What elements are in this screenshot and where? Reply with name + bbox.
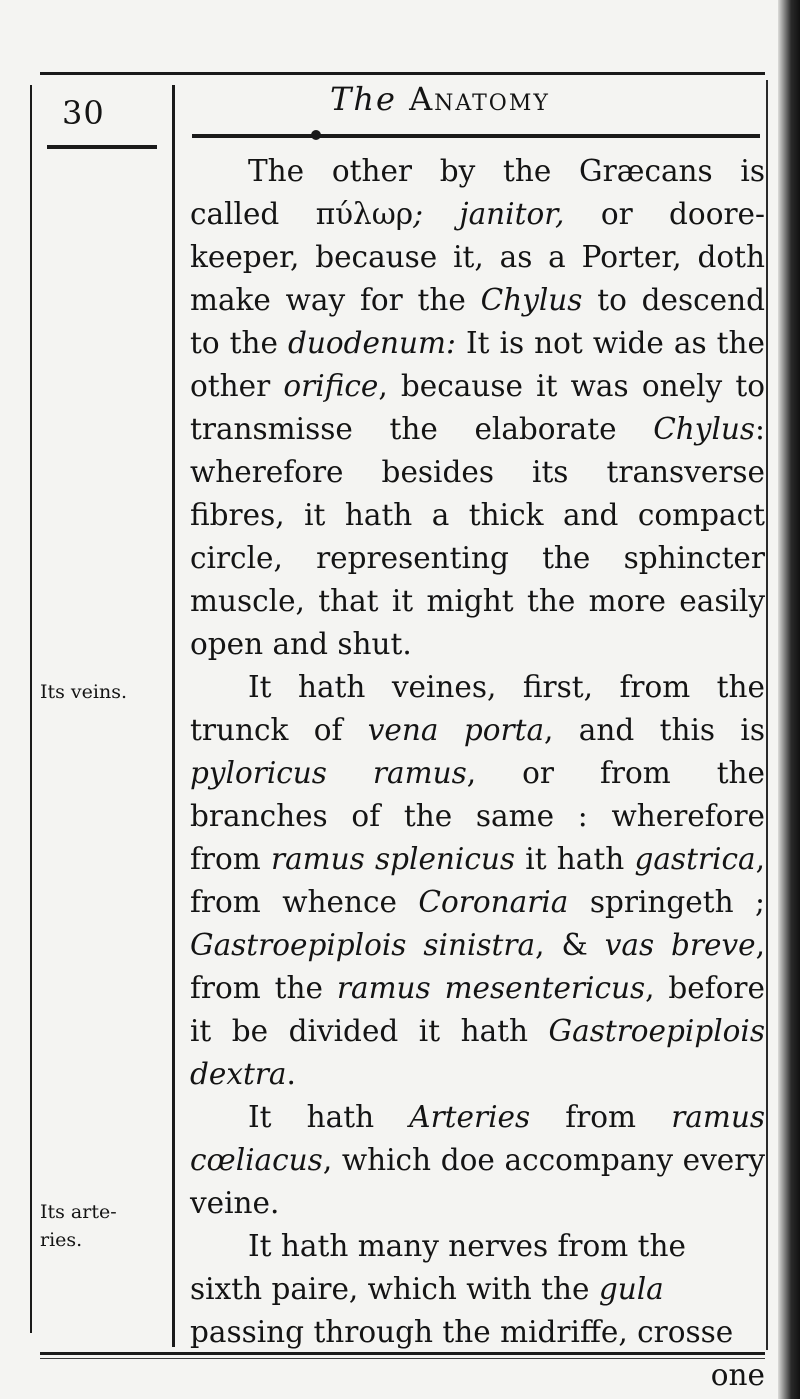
text-run: It hath many nerves from the sixth paire, which with the <box>190 1229 686 1306</box>
italic-run: gastrica <box>634 842 756 876</box>
italic-run: vas breve <box>604 928 756 962</box>
italic-run: vena porta <box>367 713 545 747</box>
frame-rule-right <box>766 80 768 1350</box>
body-text <box>190 150 765 1397</box>
italic-run: ramus mesentericus <box>336 971 646 1005</box>
italic-run: duodenum: <box>288 326 456 360</box>
italic-run: Chylus <box>653 412 756 446</box>
text-run: . <box>286 1057 296 1091</box>
italic-run: orifice <box>283 369 379 403</box>
frame-rule-top <box>40 72 765 75</box>
margin-note-arteries: Its arte- ries. <box>40 1201 117 1251</box>
catchword: one <box>710 1358 765 1392</box>
text-run: It hath <box>248 1100 410 1134</box>
paragraph-pylorus <box>190 150 765 666</box>
binding-edge <box>778 0 800 1399</box>
italic-run: Arteries <box>409 1100 531 1134</box>
text-run: to descend to the <box>190 283 765 360</box>
paragraph-nerves <box>190 1225 765 1354</box>
text-run: it hath <box>515 842 635 876</box>
italic-run: Gastroepiplois sinistra <box>190 928 536 962</box>
running-head <box>330 80 710 118</box>
text-run: , which doe accompany every veine. <box>190 1143 765 1220</box>
paragraph-veins <box>190 666 765 1096</box>
head-rule-ornament <box>311 130 321 140</box>
text-run: from <box>530 1100 672 1134</box>
text-run: The other by the Græcans is called πύλωρ <box>190 154 765 231</box>
text-run: , or from the branches of the same : wherefore from <box>190 756 765 876</box>
text-run: passing through the midriffe, crosse <box>190 1315 734 1349</box>
italic-run: Coronaria <box>418 885 569 919</box>
text-run: It is not wide as the other <box>190 326 765 403</box>
paragraph-arteries <box>190 1096 765 1225</box>
text-run: springeth ; <box>568 885 765 919</box>
running-head-title: Anatomy <box>409 80 550 118</box>
text-run: It hath veines, first, from the trunck of <box>190 670 765 747</box>
text-run: , & <box>535 928 605 962</box>
margin-column-rule <box>172 85 175 1347</box>
text-run: : wherefore besides its transverse fibres, it hath a thick and compact circle, representing the sphincter muscle, that it might the more easily open and shut. <box>190 412 765 661</box>
text-run: , from the <box>190 928 766 1005</box>
text-run: , before it be divided it hath <box>190 971 765 1048</box>
text-run: or doore-keeper, because it, as a Porter, doth make way for the <box>190 197 765 317</box>
page-number: 30 <box>62 94 105 132</box>
text-run: , from whence <box>190 842 765 919</box>
italic-run: pyloricus ramus <box>190 756 467 790</box>
folio-rule <box>47 145 157 149</box>
italic-run: Gastroepiplois dextra <box>190 1014 765 1091</box>
text-run: , because it was onely to transmisse the elaborate <box>190 369 765 446</box>
running-head-the: The <box>330 80 397 118</box>
italic-run: ramus splenicus <box>270 842 516 876</box>
text-run: , and this is <box>544 713 765 747</box>
italic-run: Chylus <box>480 283 583 317</box>
frame-rule-left <box>30 85 32 1333</box>
head-rule <box>192 134 760 138</box>
italic-run: gula <box>598 1272 664 1306</box>
italic-run: ramus cœliacus <box>190 1100 766 1177</box>
margin-note-veins: Its veins. <box>40 681 128 703</box>
italic-run: ; janitor, <box>413 197 601 231</box>
